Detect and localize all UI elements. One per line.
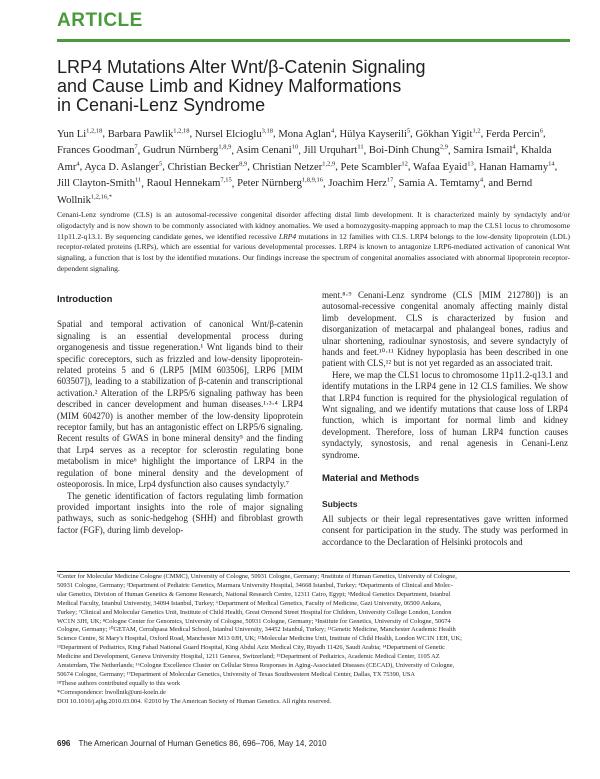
subjects-subheading: Subjects <box>322 498 358 509</box>
abstract-text: Cenani-Lenz syndrome (CLS) is an autosomal-recessive congenital disorder affecting distal limb development. It is characterized mainly by syndactyly and/or oligodactyly and is now shown to be commonly associated with kidney anomalies. We used a homozygosity-mapping approach to map the CLS1 locus to chromosome 11p11.2-q13.1. By sequencing candidate genes, we identified recessive <box>57 210 570 241</box>
footnote-line: ¹⁸These authors contributed equally to this work <box>57 679 181 687</box>
intro-paragraph: Spatial and temporal activation of canonical Wnt/β-catenin signaling is an essential developmental process during organogenesis and tissue regeneration.¹ Wnt ligands bind to their specific coreceptors, such as frizzled and low-density lipoprotein-related proteins 5 and 6 (LRP5 [MIM 603506], LRP6 [MIM 603507]), leading to a stabilization of β-catenin and transcriptional activation.² Alteration of the LRP5/6 signaling pathway has been described in cancer development and human diseases.¹·³·⁴ LRP4 (MIM 604270) is another member of the low-density lipoprotein receptor family, but has an antagonistic effect on LRP5/6 signaling. Recent results of GWAS in bone mineral density⁵ and the finding that Lrp4 serves as a receptor for sclerostin regulating bone metabolism in mice⁶ highlight the importance of LRP4 in the regulation of bone mineral density and the development of osteoporosis. In mice, Lrp4 dysfunction also causes syndactyly.⁷ <box>57 319 303 490</box>
header-rule <box>57 39 570 42</box>
author: Jill Clayton-Smith$^{11}$ <box>57 176 142 190</box>
methods-heading: Material and Methods <box>322 473 420 485</box>
author: Frances Goodman$^7$ <box>57 143 138 157</box>
author: Jill Urquhart$^{11}$ <box>303 143 364 157</box>
author: Wafaa Eyaid$^{13}$ <box>413 160 474 173</box>
author: Samia A. Temtamy$^4$ <box>398 176 484 190</box>
title-line: and Cause Limb and Kidney Malformations <box>57 76 402 96</box>
abstract-gene: LRP4 <box>278 231 297 241</box>
page-number: 696 <box>57 739 71 748</box>
footnote-line[interactable]: *Correspondence: bwollnik@uni-koeln.de <box>57 688 166 696</box>
author: Boi-Dinh Chung$^{2,9}$ <box>368 143 448 157</box>
methods-paragraph: All subjects or their legal representatives gave written informed consent for participation in the study. The study was performed in accordance to the Declaration of Helsinki protocols and <box>322 513 568 547</box>
footnote-line: DOI 10.1016/j.ajhg.2010.03.004. ©2010 by The American Society of Human Genetics. All rights reserved. <box>57 697 332 705</box>
footnote-line: ular Genetics, Division of Human Genetics & Genome Research, National Research Centre, 12311 Cairo, Egypt; ⁵Medical Genetics Department, Istanbul <box>57 590 451 598</box>
article-title <box>57 58 537 115</box>
footnote-line: Amsterdam, The Netherlands; ¹⁶Cologne Excellence Cluster on Cellular Stress Responses in Aging-Associated Diseases (CECAD), University of Cologne, <box>57 662 455 670</box>
journal-citation: The American Journal of Human Genetics 86, 696–706, May 14, 2010 <box>78 739 327 748</box>
footnote-line: ¹Center for Molecular Medicine Cologne (CMMC), University of Cologne, 50931 Cologne, Germany; ²Institute of Human Genetics, University of Cologne, <box>57 573 457 580</box>
title-line: LRP4 Mutations Alter Wnt/β-Catenin Signaling <box>57 57 426 77</box>
author-list: Yun Li$^{1,2,18}$, Barbara Pawlik$^{1,2,18}$, Nursel Elcioglu$^{3,18}$, Mona Aglan$^4$, Hülya Kayserili$^5$, Gökhan Yigit$^{1,2}$, Ferda Percin$^6$, Frances Goodman$^7$, Gudrun Nürnberg$^{1,8,9}$, Asim Cenani$^{10}$, Jill Urquhart$^{11}$, Boi-Dinh Chung$^{2,9}$, Samira Ismail$^4$, Khalda Amr$^4$, Ayca D. Aslanger$^5$, Christian Becker$^{8,9}$, Christian Netzer$^{1,2,9}$, Pete Scambler$^{12}$, Wafaa Eyaid$^{13}$, Hanan Hamamy$^{14}$, Jill Clayton-Smith$^{11}$, Raoul Hennekam$^{7,15}$, Peter Nürnberg$^{1,8,9,16}$, Joachim Herz$^{17}$, Samia A. Temtamy$^4$, and Bernd Wollnik$^{1,2,16,*}$ <box>57 127 558 206</box>
author: Khalda Amr$^4$ <box>57 145 552 173</box>
author: Ayca D. Aslanger$^5$ <box>84 160 163 173</box>
page-footer <box>57 739 570 748</box>
author: Gökhan Yigit$^{1,2}$ <box>415 127 481 140</box>
author: Christian Becker$^{8,9}$ <box>167 160 248 173</box>
left-column <box>57 290 303 536</box>
intro-heading: Introduction <box>57 294 113 305</box>
abstract-text: mutations in 12 families with CLS. LRP4 belongs to the low-density lipoprotein (LDL) receptor-related proteins (LRPs), which are essential for various developmental processes. LRP4 is known to antagonize LRP6-mediated activation of canonical Wnt signaling, a function that is lost by the identified mutations. Our findings increase the spectrum of congenital anomalies associated with abnormal lipoprotein receptor-dependent signaling. <box>57 231 570 273</box>
author: Pete Scambler$^{12}$ <box>340 160 408 173</box>
author: Yun Li$^{1,2,18}$ <box>57 127 103 140</box>
intro-paragraph: ment.⁸·⁹ Cenani-Lenz syndrome (CLS [MIM 212780]) is an autosomal-recessive congenital anomaly affecting mainly distal limb development. CLS is characterized by fusion and disorganization of metacarpal and phalangeal bones, radius and ulnar shortening, radioulnar synostosis, and severe syndactyly of hands and feet.¹⁰·¹¹ Kidney hypoplasia has been described in one patient with CLS,¹² but is not yet regarded as an associated trait. <box>322 290 568 369</box>
author: Raoul Hennekam$^{7,15}$ <box>146 176 232 190</box>
footnote-line: Turkey; ⁷Clinical and Molecular Genetics Unit, Institute of Child Health, Great Ormond Street Hospital for Children, University College London, London <box>57 608 452 616</box>
author: Asim Cenani$^{10}$ <box>236 143 299 157</box>
author: Nursel Elcioglu$^{3,18}$ <box>194 127 274 140</box>
author: Hanan Hamamy$^{14}$ <box>478 160 555 173</box>
footnote-line: Cologne, Germany; ¹⁰GETAM, Cerrahpasa Medical School, Istanbul University, 34452 Istanbul, Turkey; ¹¹Genetic Medicine, Manchester Academic Health <box>57 626 456 634</box>
footnote-line: ¹³Department of Pediatrics, King Fahad National Guard Hospital, King Abdul Aziz Medical City, Riyadh 11426, Saudi Arabia; ¹⁴Department of Genetic <box>57 644 446 652</box>
author: Christian Netzer$^{1,2,9}$ <box>252 160 336 173</box>
author: Ferda Percin$^6$ <box>485 127 543 140</box>
title-line: in Cenani-Lenz Syndrome <box>57 95 266 115</box>
footnote-line: WC1N 3JH, UK; ⁸Cologne Center for Genomics, University of Cologne, 50931 Cologne, Germany; ⁹Institute for Genetics, University of Cologne, 50674 <box>57 617 451 625</box>
right-column <box>322 290 568 548</box>
affiliations <box>57 573 570 707</box>
footnote-line: 50931 Cologne, Germany; ³Department of Pediatric Genetics, Marmara University Hospital, 34668 Istanbul, Turkey; ⁴Departments of Clinical and Molec- <box>57 581 453 589</box>
author: Mona Aglan$^4$ <box>278 127 335 140</box>
footnote-line: Science Centre, St Mary's Hospital, Oxford Road, Manchester M13 0JH, UK; ¹²Molecular Medicine Unit, Institute of Child Health, London WC1N 1EH, UK; <box>57 635 462 643</box>
author: Barbara Pawlik$^{1,2,18}$ <box>107 127 190 140</box>
author: Hülya Kayserili$^5$ <box>339 127 411 140</box>
footnote-line: 50674 Cologne, Germany; ¹⁷Department of Molecular Genetics, University of Texas Southwestern Medical Center, Dallas, TX 75390, USA <box>57 670 415 678</box>
abstract <box>57 210 570 275</box>
author: Joachim Herz$^{17}$ <box>328 176 394 190</box>
author: Gudrun Nürnberg$^{1,8,9}$ <box>142 143 232 157</box>
author: and Bernd Wollnik$^{1,2,16,*}$ <box>57 178 533 206</box>
footnote-line: Medical Faculty, Istanbul University, 34094 Istanbul, Turkey; ⁶Department of Medical Genetics, Faculty of Medicine, Gazi University, 06500 Ankara, <box>57 599 442 607</box>
intro-paragraph: Here, we map the CLS1 locus to chromosome 11p11.2-q13.1 and identify mutations in the LRP4 gene in 12 CLS families. We show that LRP4 function is required for the physiological regulation of Wnt signaling, and we identify mutations that cause loss of LRP4 function, which is important for normal limb and kidney development. Therefore, loss of human LRP4 function causes syndactyly, synostosis, and renal agenesis in Cenani-Lenz syndrome. <box>322 369 568 460</box>
author: Samira Ismail$^4$ <box>453 143 516 157</box>
footnote-rule <box>57 571 570 572</box>
footnote-line: Medicine and Development, Geneva University Hospital, 1211 Geneva, Switzerland; ¹⁵Department of Pediatrics, Academic Medical Center, 1105 AZ <box>57 653 440 661</box>
author: Peter Nürnberg$^{1,8,9,16}$ <box>237 176 324 190</box>
intro-paragraph: The genetic identification of factors regulating limb formation provided important insights into the role of major signaling pathways, such as sonic-hedgehog (SHH) and fibroblast growth factor (FGF), during limb develop- <box>57 490 303 535</box>
section-label: ARTICLE <box>57 10 143 31</box>
